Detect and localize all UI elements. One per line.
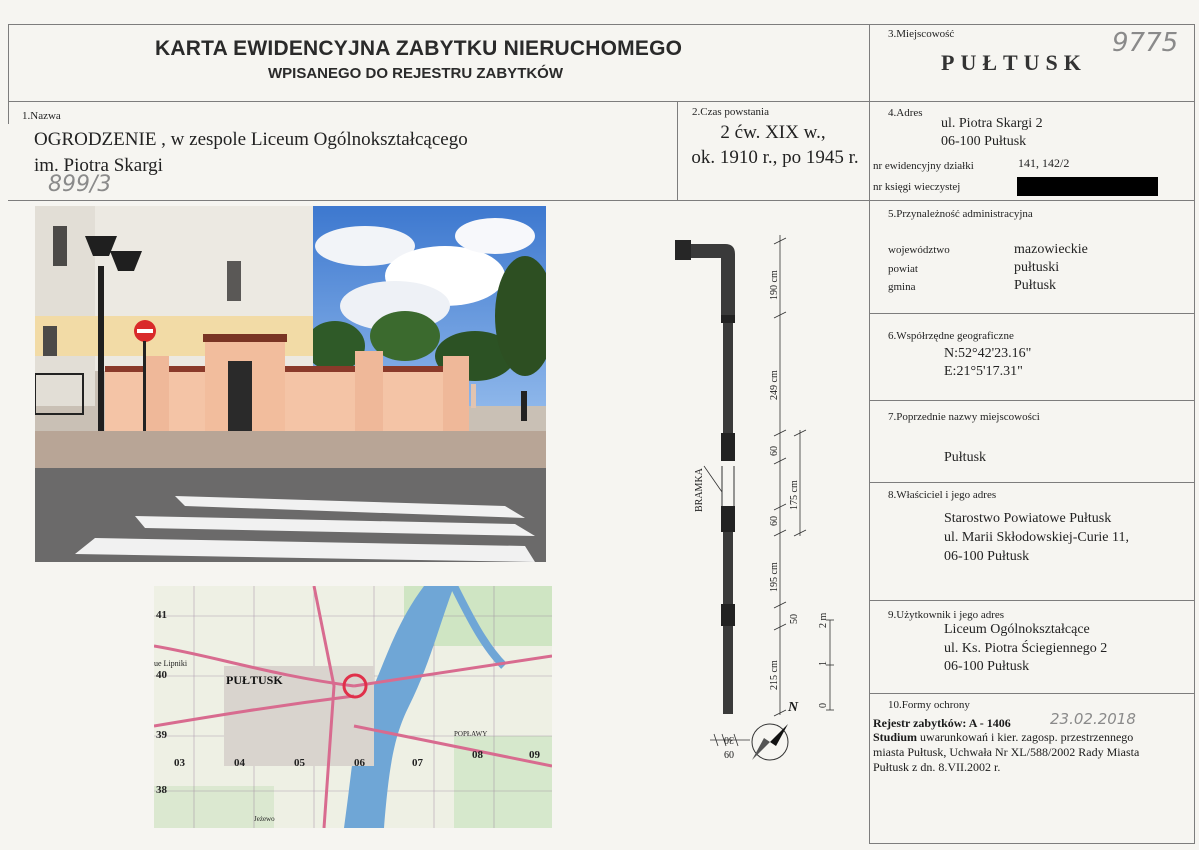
czas-line1: 2 ćw. XIX w., <box>720 122 826 143</box>
divider-7 <box>869 482 1195 483</box>
poprzednie-value: Pułtusk <box>944 450 987 465</box>
studium-line3: Pułtusk z dn. 8.VII.2002 r. <box>873 760 1001 774</box>
topographic-map <box>154 586 552 828</box>
divider-v2 <box>869 24 870 844</box>
frame-top <box>8 24 1195 25</box>
dzialka-label: nr ewidencyjny działki <box>873 160 974 172</box>
studium-line1 <box>873 730 1133 745</box>
divider-6 <box>869 400 1195 401</box>
ochrona-label: 10.Formy ochrony <box>888 699 970 711</box>
rejestr-entry: Rejestr zabytków: A - 1406 <box>873 716 1011 730</box>
frame-bottom <box>870 843 1195 844</box>
wlasciciel-line3: 06-100 Pułtusk <box>944 549 1030 564</box>
powiat-value: pułtuski <box>1014 260 1060 275</box>
wspolrzedne-n: N:52°42'23.16" <box>944 346 1032 361</box>
grid-41: 41 <box>156 609 167 621</box>
grid-06: 06 <box>354 757 365 769</box>
divider-8 <box>869 600 1195 601</box>
adres-label: 4.Adres <box>888 107 923 119</box>
studium-bold: Studium <box>873 730 918 744</box>
gmina-key: gmina <box>888 281 916 293</box>
studium-line2: miasta Pułtusk, Uchwała Nr XL/588/2002 Rady Miasta <box>873 745 1140 759</box>
map-lipniki: ue Lipniki <box>154 659 188 668</box>
ksiega-redaction <box>1017 177 1158 196</box>
wojewodztwo-value: mazowieckie <box>1014 242 1088 257</box>
czas-line2: ok. 1910 r., po 1945 r. <box>691 147 859 168</box>
wlasciciel-label: 8.Właściciel i jego adres <box>888 489 997 501</box>
card-subtitle: WPISANEGO DO REJESTRU ZABYTKÓW <box>268 65 564 82</box>
grid-05: 05 <box>294 757 305 769</box>
map-poplawy: POPŁAWY <box>454 730 488 738</box>
uzytkownik-line3: 06-100 Pułtusk <box>944 659 1030 674</box>
ksiega-label: nr księgi wieczystej <box>873 181 961 193</box>
photo-image <box>35 206 546 562</box>
divider-5 <box>869 313 1195 314</box>
north-label: N <box>788 700 799 715</box>
dim-195: 195 cm <box>769 562 780 592</box>
wspolrzedne-label: 6.Współrzędne geograficzne <box>888 330 1014 342</box>
administracja-label: 5.Przynależność administracyjna <box>888 208 1033 220</box>
bottom-dim-60: 60 <box>724 750 734 761</box>
nazwa-line1: OGRODZENIE , w zespole Liceum Ogólnokształcącego <box>34 129 468 150</box>
scale-2m: 2 m <box>818 612 829 628</box>
map-town-label: PUŁTUSK <box>226 673 283 687</box>
adres-postal: 06-100 Pułtusk <box>941 134 1027 149</box>
grid-39: 39 <box>156 729 167 741</box>
rejestr-date: 23.02.2018 <box>1050 710 1136 728</box>
card-title: KARTA EWIDENCYJNA ZABYTKU NIERUCHOMEGO <box>155 37 683 60</box>
uzytkownik-label: 9.Użytkownik i jego adres <box>888 609 1005 621</box>
scale-1: 1 <box>818 661 829 666</box>
divider-header <box>8 101 1195 102</box>
bottom-dim-30: 30 <box>724 734 734 745</box>
grid-04: 04 <box>234 757 245 769</box>
dim-175: 175 cm <box>789 480 800 510</box>
poprzednie-label: 7.Poprzednie nazwy miejscowości <box>888 411 1040 423</box>
czas-label: 2.Czas powstania <box>692 106 769 118</box>
grid-38: 38 <box>156 784 167 796</box>
frame-right <box>1194 24 1195 844</box>
studium-rest: uwarunkowań i kier. zagosp. przestrzennego <box>920 730 1134 744</box>
divider-9 <box>869 693 1195 694</box>
handwritten-record-number: 9775 <box>1112 28 1179 58</box>
nazwa-line2: im. Piotra Skargi <box>34 155 163 176</box>
adres-street: ul. Piotra Skargi 2 <box>941 116 1043 131</box>
miejscowosc-value: PUŁTUSK <box>941 50 1087 75</box>
dim-60-top: 60 <box>769 446 780 456</box>
gmina-value: Pułtusk <box>1014 278 1057 293</box>
dim-249: 249 cm <box>769 370 780 400</box>
wlasciciel-line1: Starostwo Powiatowe Pułtusk <box>944 511 1112 526</box>
miejscowosc-label: 3.Miejscowość <box>888 28 955 40</box>
frame-left <box>8 24 9 124</box>
uzytkownik-line2: ul. Ks. Piotra Ściegiennego 2 <box>944 641 1108 656</box>
bramka-label: BRAMKA <box>694 468 705 512</box>
grid-40: 40 <box>156 669 167 681</box>
wlasciciel-line2: ul. Marii Skłodowskiej-Curie 11, <box>944 530 1129 545</box>
dim-215: 215 cm <box>769 660 780 690</box>
scale-0: 0 <box>818 703 829 708</box>
grid-03: 03 <box>174 757 185 769</box>
powiat-key: powiat <box>888 263 918 275</box>
grid-08: 08 <box>472 749 483 761</box>
map-jezewo: Jeżewo <box>254 815 275 823</box>
grid-07: 07 <box>412 757 423 769</box>
grid-09: 09 <box>529 749 540 761</box>
wojewodztwo-key: województwo <box>888 244 950 256</box>
divider-photos <box>8 200 1195 201</box>
dim-50: 50 <box>789 614 800 624</box>
map-image <box>154 586 552 828</box>
photo-fence <box>35 206 546 562</box>
dzialka-value: 141, 142/2 <box>1018 156 1070 170</box>
divider-v1 <box>677 101 678 201</box>
uzytkownik-line1: Liceum Ogólnokształcące <box>944 622 1090 637</box>
dim-60-bottom: 60 <box>769 516 780 526</box>
nazwa-label: 1.Nazwa <box>22 110 61 122</box>
handwritten-nazwa-number: 899/3 <box>48 172 112 197</box>
wspolrzedne-e: E:21°5'17.31" <box>944 364 1023 379</box>
dim-190: 190 cm <box>769 270 780 300</box>
